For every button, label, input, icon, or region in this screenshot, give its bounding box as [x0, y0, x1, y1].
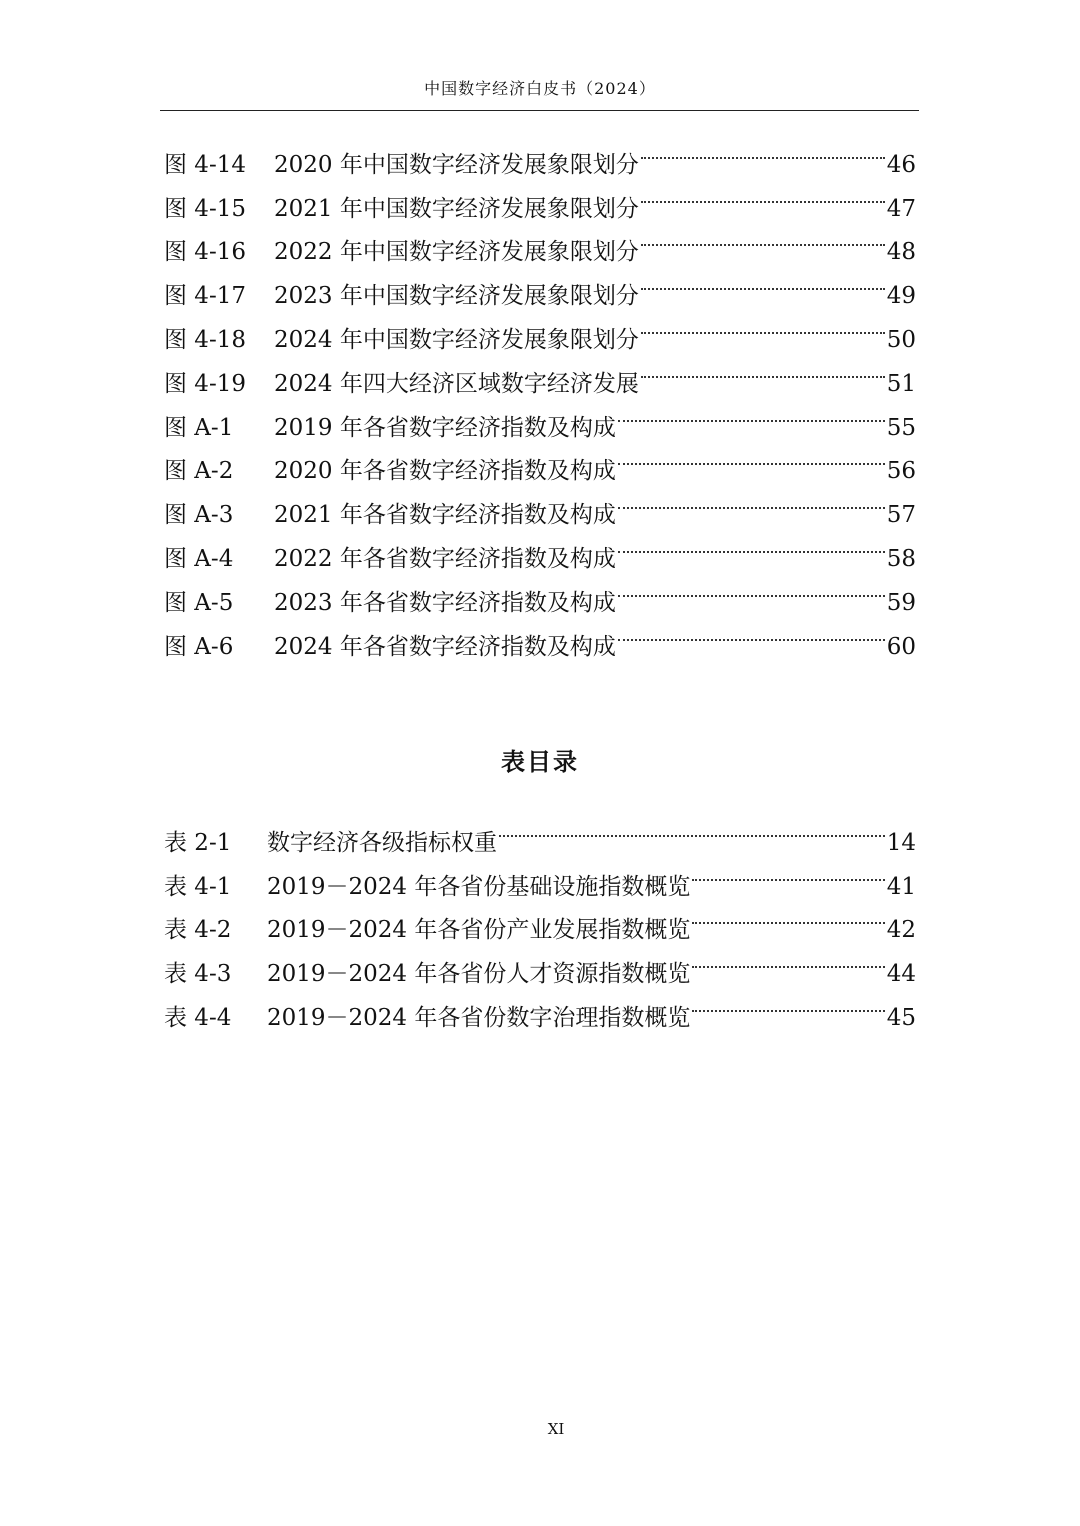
- entry-page: 60: [886, 633, 916, 660]
- dot-leader: [641, 303, 885, 347]
- dot-leader: [641, 347, 885, 391]
- toc-entry[interactable]: [164, 128, 916, 178]
- entry-label: 图 A-4: [164, 545, 234, 572]
- dot-leader: [641, 128, 885, 172]
- dot-leader: [618, 610, 885, 654]
- running-header: 中国数字经济白皮书（2024）: [424, 79, 656, 98]
- entry-title: 2019－2024 年各省份人才资源指数概览: [267, 961, 691, 988]
- entry-label: 图 A-2: [164, 458, 234, 485]
- entry-label: 图 4-19: [164, 370, 246, 397]
- entry-page: 49: [886, 283, 916, 310]
- entry-title: 2024 年四大经济区域数字经济发展: [274, 370, 639, 397]
- entry-page: 50: [886, 326, 916, 353]
- entry-page: 59: [886, 589, 916, 616]
- entry-label: 图 4-15: [164, 195, 246, 222]
- entry-title: 2020 年中国数字经济发展象限划分: [274, 151, 639, 178]
- figure-list: [164, 128, 916, 660]
- entry-label: 图 A-1: [164, 414, 234, 441]
- table-list: [164, 806, 916, 1031]
- entry-title: 2024 年各省数字经济指数及构成: [274, 633, 616, 660]
- entry-page: 56: [886, 458, 916, 485]
- entry-page: 47: [886, 195, 916, 222]
- page-number: XI: [547, 1420, 565, 1438]
- entry-label: 图 A-3: [164, 502, 234, 529]
- entry-title: 2020 年各省数字经济指数及构成: [274, 458, 616, 485]
- dot-leader: [641, 216, 885, 260]
- entry-page: 58: [886, 545, 916, 572]
- dot-leader: [618, 478, 885, 522]
- entry-page: 51: [886, 370, 916, 397]
- entry-title: 2019－2024 年各省份产业发展指数概览: [267, 917, 691, 944]
- entry-title: 2019－2024 年各省份基础设施指数概览: [267, 873, 691, 900]
- dot-leader: [641, 172, 885, 216]
- table-list-heading: 表目录: [501, 748, 579, 776]
- entry-title: 2019－2024 年各省份数字治理指数概览: [267, 1004, 691, 1031]
- dot-leader: [641, 259, 885, 303]
- dot-leader: [618, 435, 885, 479]
- entry-label: 表 4-4: [164, 1004, 232, 1031]
- entry-title: 2022 年中国数字经济发展象限划分: [274, 239, 639, 266]
- dot-leader: [618, 566, 885, 610]
- entry-label: 表 4-2: [164, 917, 232, 944]
- entry-label: 图 4-17: [164, 283, 246, 310]
- entry-label: 图 4-18: [164, 326, 246, 353]
- entry-title: 2023 年中国数字经济发展象限划分: [274, 283, 639, 310]
- entry-title: 2022 年各省数字经济指数及构成: [274, 545, 616, 572]
- dot-leader: [692, 850, 884, 894]
- entry-label: 表 4-3: [164, 961, 232, 988]
- entry-page: 48: [886, 239, 916, 266]
- dot-leader: [692, 981, 884, 1025]
- entry-title: 2021 年各省数字经济指数及构成: [274, 502, 616, 529]
- dot-leader: [499, 806, 885, 850]
- entry-page: 46: [886, 151, 916, 178]
- entry-label: 表 2-1: [164, 829, 232, 856]
- entry-title: 2024 年中国数字经济发展象限划分: [274, 326, 639, 353]
- entry-label: 图 A-6: [164, 633, 234, 660]
- dot-leader: [618, 522, 885, 566]
- entry-title: 2021 年中国数字经济发展象限划分: [274, 195, 639, 222]
- entry-page: 14: [886, 829, 916, 856]
- entry-label: 图 A-5: [164, 589, 234, 616]
- header-divider: [160, 110, 919, 111]
- entry-label: 表 4-1: [164, 873, 232, 900]
- entry-title: 2019 年各省数字经济指数及构成: [274, 414, 616, 441]
- entry-page: 42: [886, 917, 916, 944]
- entry-page: 44: [886, 961, 916, 988]
- toc-entry[interactable]: [164, 806, 916, 856]
- entry-title: 2023 年各省数字经济指数及构成: [274, 589, 616, 616]
- entry-title: 数字经济各级指标权重: [267, 829, 497, 856]
- entry-page: 57: [886, 502, 916, 529]
- dot-leader: [618, 391, 885, 435]
- entry-page: 41: [886, 873, 916, 900]
- dot-leader: [692, 937, 884, 981]
- entry-label: 图 4-16: [164, 239, 246, 266]
- entry-page: 45: [886, 1004, 916, 1031]
- dot-leader: [692, 894, 884, 938]
- entry-page: 55: [886, 414, 916, 441]
- entry-label: 图 4-14: [164, 151, 246, 178]
